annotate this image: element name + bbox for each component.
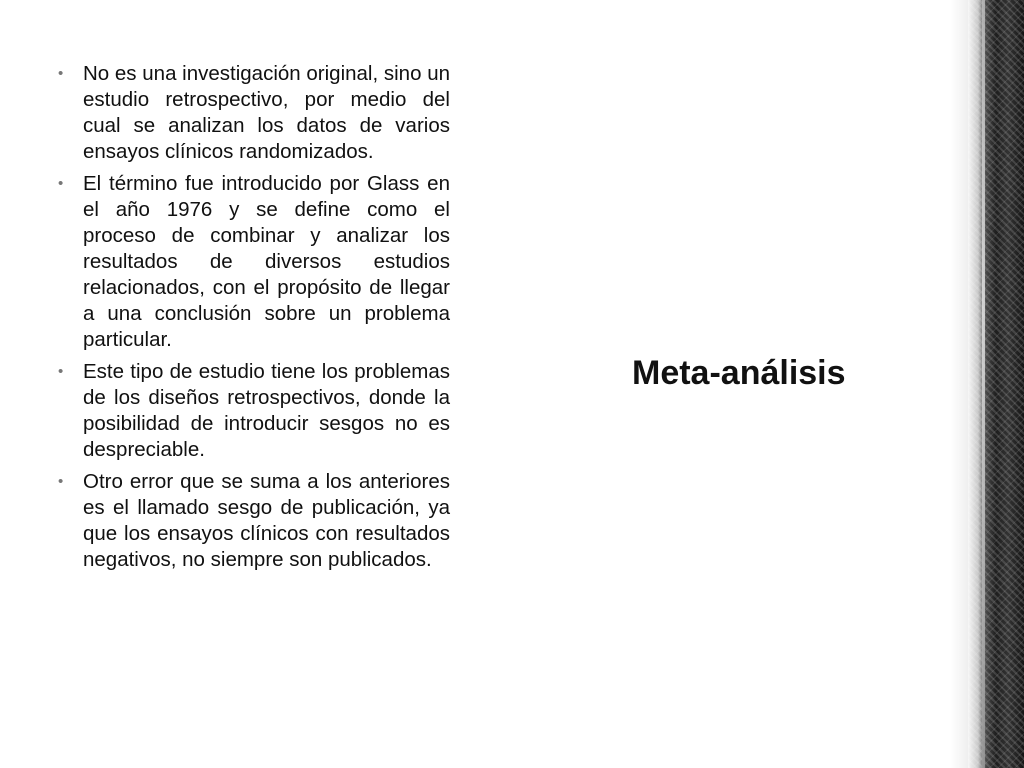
bullet-text: Otro error que se suma a los anteriores es el llamado sesgo de publicación, ya que los ensayos clínicos con resultados negativos, no siempre son publicados. xyxy=(83,470,450,571)
bullet-icon: • xyxy=(58,65,64,82)
bullet-text: No es una investigación original, sino un estudio retrospectivo, por medio del cual se analizan los datos de varios ensayos clínicos randomizados. xyxy=(83,62,450,163)
bullet-icon: • xyxy=(58,175,64,192)
bullet-icon: • xyxy=(58,363,64,380)
side-band-highlight xyxy=(982,0,985,768)
bullet-text: El término fue introducido por Glass en el año 1976 y se define como el proceso de combinar y analizar los resultados de diversos estudios relacionados, con el propósito de llegar a una conclusión sobre un problema particular. xyxy=(83,172,450,351)
slide-title: Meta-análisis xyxy=(632,354,846,392)
decorative-side-band xyxy=(968,0,1024,768)
bullet-list xyxy=(58,61,450,579)
bullet-item xyxy=(58,61,450,165)
bullet-item xyxy=(58,469,450,573)
bullet-text: Este tipo de estudio tiene los problemas de los diseños retrospectivos, donde la posibilidad de introducir sesgos no es despreciable. xyxy=(83,360,450,461)
bullet-item xyxy=(58,171,450,353)
bullet-item xyxy=(58,359,450,463)
bullet-icon: • xyxy=(58,473,64,490)
